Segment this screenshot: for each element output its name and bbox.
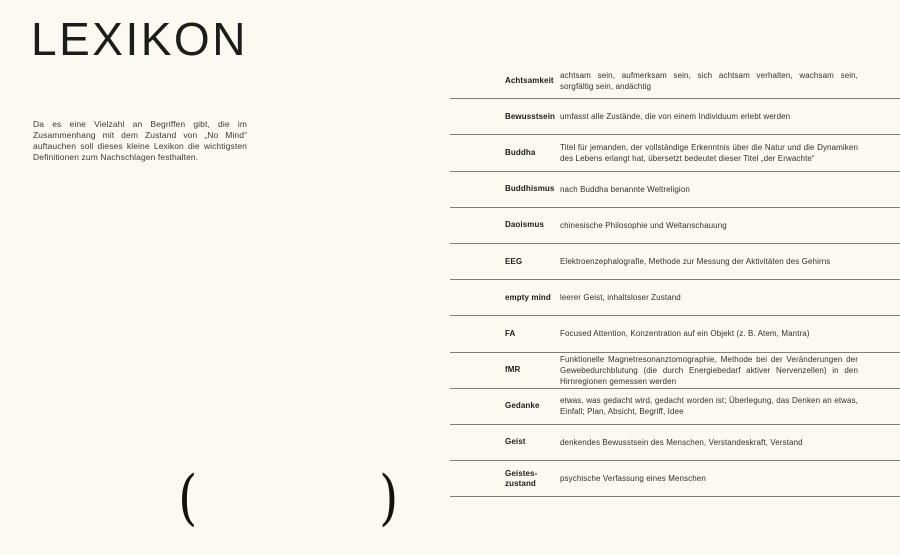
lexicon-definition: Focused Attention, Konzentration auf ein Objekt (z. B. Atem, Mantra) [560,329,810,339]
lexicon-row [450,135,900,171]
page-title: LEXIKON [31,13,248,65]
lexicon-row [450,389,900,425]
lexicon-row [450,244,900,280]
lexicon-definition: achtsam sein, aufmerksam sein, sich achtsam verhalten, wachsam sein, sorgfältig sein, andächtig [560,70,858,91]
lexicon-term: Bewusstsein [505,111,556,121]
lexicon-definition: Elektroenzephalografie, Methode zur Messung der Aktivitäten des Gehirns [560,257,831,267]
lexicon-term: Gedanke [505,401,540,411]
lexicon-term: Geist [505,437,526,447]
lexicon-term: Geistes-zustand [505,468,538,488]
lexicon-definition: chinesische Philosophie und Weltanschauung [560,220,727,230]
lexicon-table [450,63,900,497]
lexicon-term: Buddhismus [505,184,555,194]
lexicon-definition: umfasst alle Zustände, die von einem Individuum erlebt werden [560,112,791,122]
lexicon-definition: Titel für jemanden, der vollständige Erkenntnis über die Natur und die Dynamiken des Lebens erlangt hat, übersetzt bedeutet dieser Titel „der Erwachte“ [560,142,858,163]
lexicon-definition: etwas, was gedacht wird, gedacht worden ist; Überlegung, das Denken an etwas, Einfall; Plan, Absicht, Begriff, Idee [560,396,858,417]
lexicon-row [450,172,900,208]
lexicon-definition: Funktionelle Magnetresonanztomographie, Methode bei der Veränderungen der Gewebedurchblutung (die durch Energiebedarf aktiver Nervenzellen) in den Hirnregionen gemessen werden [560,354,858,386]
lexicon-term: fMR [505,365,521,375]
lexicon-term: EEG [505,256,523,266]
lexicon-term: Daoismus [505,220,545,230]
lexicon-row [450,63,900,99]
lexicon-term: Buddha [505,147,536,157]
parentheses-graphic [176,464,400,532]
lexicon-term: Achtsamkeit [505,75,554,85]
lexicon-row [450,461,900,497]
lexicon-row [450,425,900,461]
lexicon-definition: leerer Geist, inhaltsloser Zustand [560,293,681,303]
lexicon-definition: nach Buddha benannte Weltreligion [560,184,690,194]
intro-paragraph: Da es eine Vielzahl an Begriffen gibt, die im Zusammenhang mit dem Zustand von „No Mind“ auftauchen soll dieses kleine Lexikon die wichtigsten Definitionen zum Nachschlagen festhalten. [33,119,247,162]
lexicon-row [450,316,900,352]
lexicon-row [450,208,900,244]
lexicon-definition: denkendes Bewusstsein des Menschen, Verstandeskraft, Verstand [560,437,803,447]
lexicon-term: empty mind [505,292,551,302]
lexicon-term: FA [505,328,516,338]
lexicon-row [450,353,900,389]
open-paren-glyph: ( [178,463,198,533]
lexicon-row [450,280,900,316]
lexicon-definition: psychische Verfassung eines Menschen [560,474,706,484]
close-paren-glyph: ) [378,463,398,533]
lexicon-row [450,99,900,135]
